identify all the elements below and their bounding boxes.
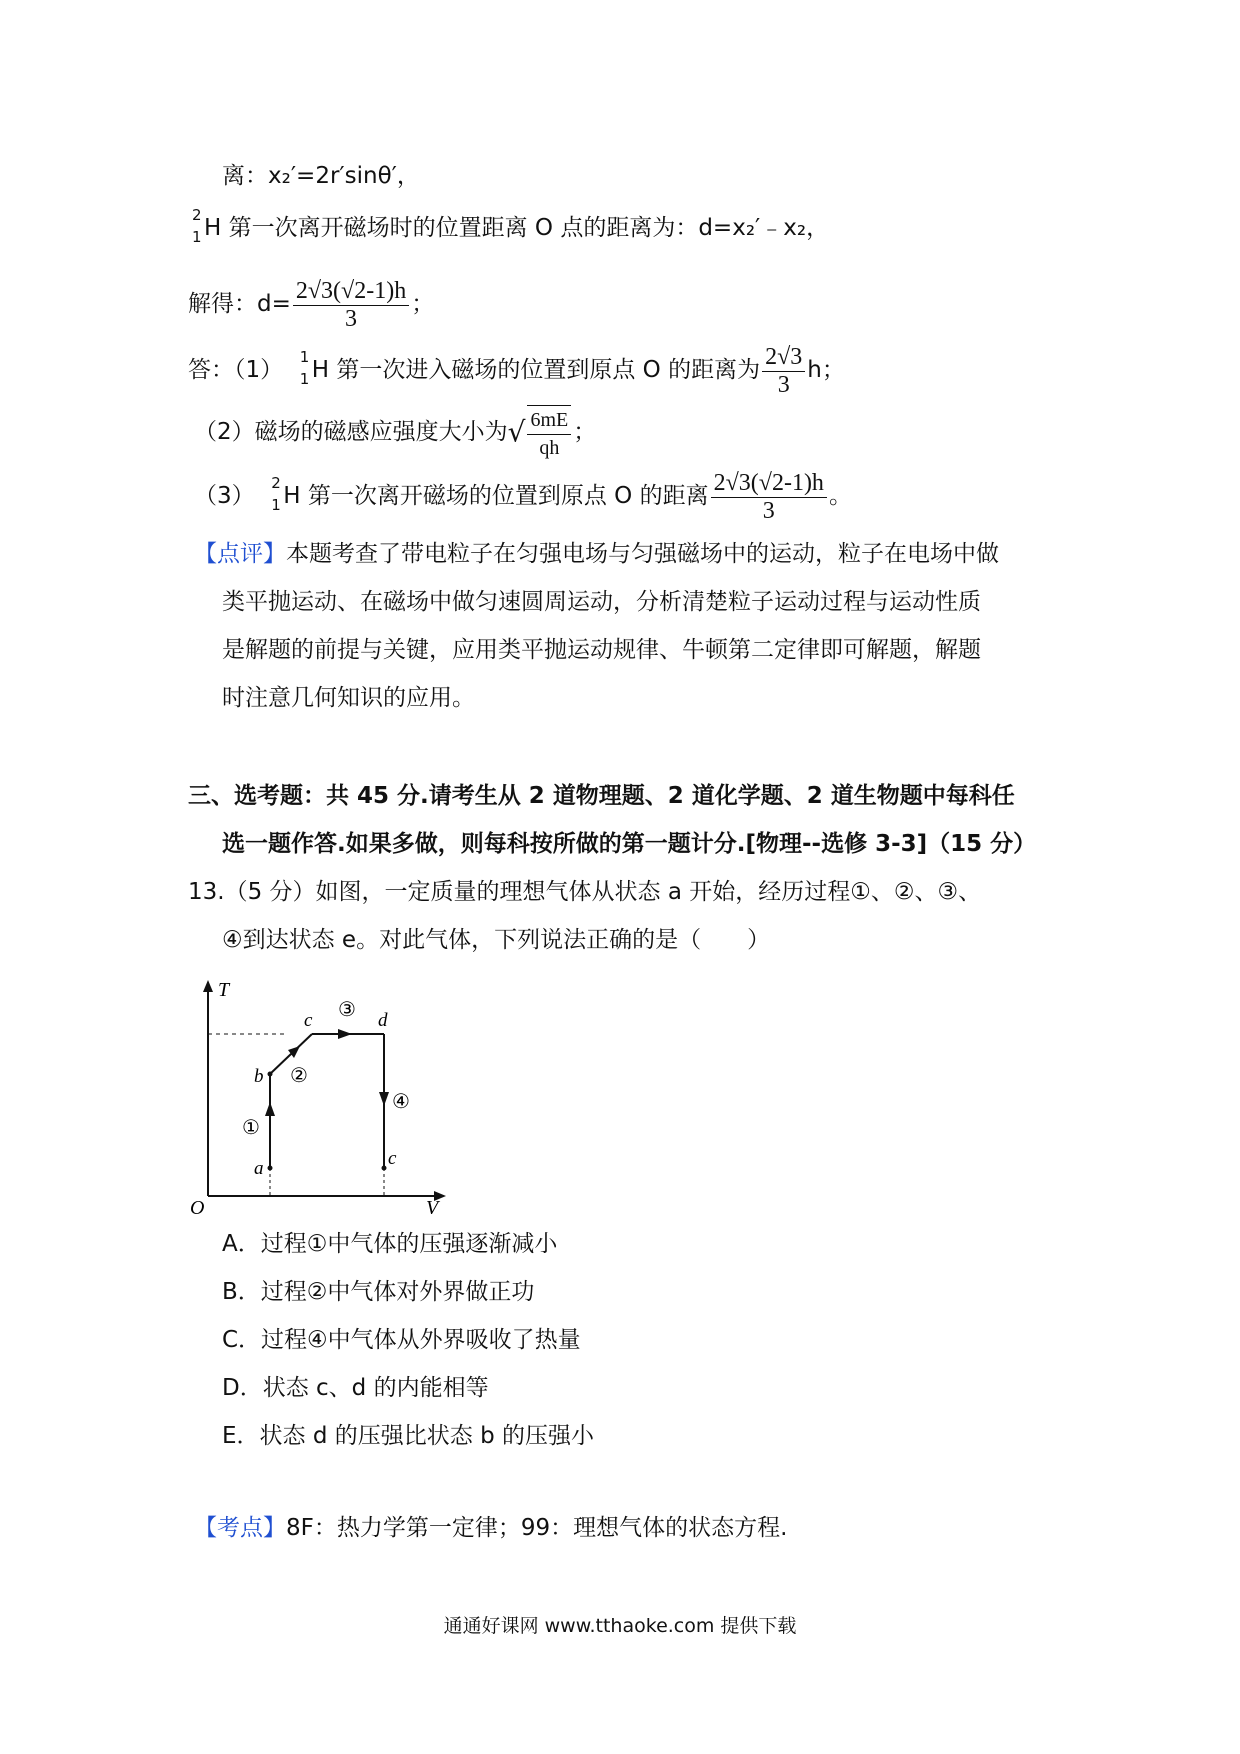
point-c-label: c xyxy=(304,1010,313,1031)
kaodian-line: 【考点】8F：热力学第一定律；99：理想气体的状态方程. xyxy=(194,1515,788,1541)
option-a: A．过程①中气体的压强逐渐减小 xyxy=(222,1231,558,1257)
section-heading-line-2: 选一题作答.如果多做，则每科按所做的第一题计分.[物理--选修 3-3]（15 分） xyxy=(222,831,1037,857)
point-d-label: d xyxy=(378,1010,388,1031)
process-3-label: ③ xyxy=(338,999,356,1021)
option-c: C．过程④中气体从外界吸收了热量 xyxy=(222,1327,581,1353)
option-d: D．状态 c、d 的内能相等 xyxy=(222,1375,489,1401)
process-4-label: ④ xyxy=(392,1091,410,1113)
page-footer: 通通好课网 www.tthaoke.com 提供下载 xyxy=(443,1615,797,1637)
point-a-label: a xyxy=(254,1158,264,1179)
point-e xyxy=(382,1166,387,1171)
question-line-2: ④到达状态 e。对此气体，下列说法正确的是（ ） xyxy=(222,927,771,953)
nuclide-symbol: 2 1 xyxy=(192,205,202,246)
sqrt-icon: √ xyxy=(507,415,526,449)
solution-line-distance: 离：x₂′=2r′sinθ′， xyxy=(222,163,420,189)
process-1-label: ① xyxy=(242,1117,260,1139)
answer-2-fraction: $\frac{6mE}{qh}$ xyxy=(527,405,571,461)
point-b-label: b xyxy=(254,1066,264,1087)
question-line-1: 13.（5 分）如图，一定质量的理想气体从状态 a 开始，经历过程①、②、③、 xyxy=(188,879,982,905)
option-e: E．状态 d 的压强比状态 b 的压强小 xyxy=(222,1423,594,1449)
t-axis-arrow-icon xyxy=(203,980,213,992)
option-b: B．过程②中气体对外界做正功 xyxy=(222,1279,535,1305)
process-4-arrow-icon xyxy=(379,1092,389,1106)
tv-diagram xyxy=(190,974,460,1214)
process-2-label: ② xyxy=(290,1065,308,1087)
section-heading-line-1: 三、选考题：共 45 分.请考生从 2 道物理题、2 道化学题、2 道生物题中每科任 xyxy=(188,783,1015,809)
nuclide-symbol: 1 1 xyxy=(299,347,310,388)
comment-line-4: 时注意几何知识的应用。 xyxy=(222,685,475,711)
nuclide-symbol: 2 1 xyxy=(271,473,281,514)
line-text: H 第一次离开磁场时的位置距离 O 点的距离为：d=x₂′﹣x₂， xyxy=(204,215,830,241)
answer-3: （3） 2 1 H 第一次离开磁场的位置到原点 O 的距离 $\frac{2√3(√2-1)h}{3}$ 。 xyxy=(194,470,852,524)
point-b xyxy=(268,1072,273,1077)
comment-line-1: 【点评】本题考查了带电粒子在匀强电场与匀强磁场中的运动，粒子在电场中做 xyxy=(194,541,999,567)
process-3-arrow-icon xyxy=(338,1029,352,1039)
comment-line-2: 类平抛运动、在磁场中做匀速圆周运动，分析清楚粒子运动过程与运动性质 xyxy=(222,589,981,615)
answer-2: （2）磁场的磁感应强度大小为√ $\frac{6mE}{qh}$ ； xyxy=(194,402,596,463)
result-label: 解得：d= xyxy=(188,291,291,317)
comment-line-3: 是解题的前提与关键，应用类平抛运动规律、牛顿第二定律即可解题，解题 xyxy=(222,637,981,663)
comment-tag: 【点评】 xyxy=(194,541,286,567)
kaodian-tag: 【考点】 xyxy=(194,1515,286,1541)
result-fraction: $\frac{2√3(√2-1)h}{3}$ xyxy=(293,277,409,332)
v-axis-label: V xyxy=(426,1197,439,1214)
answer-3-fraction: $\frac{2√3(√2-1)h}{3}$ xyxy=(711,469,827,524)
point-a xyxy=(268,1166,273,1171)
solution-line-exit-distance xyxy=(190,205,830,246)
origin-label: O xyxy=(190,1197,205,1214)
answer-1-fraction: $\frac{2√3}{3}$ xyxy=(762,343,805,398)
process-1-arrow-icon xyxy=(265,1102,275,1116)
point-e-label: c xyxy=(388,1148,397,1169)
answer-1: 答：（1） 1 1 H 第一次进入磁场的位置到原点 O 的距离为 $\frac{2√3}{3}$ h； xyxy=(188,344,845,398)
solution-result: 解得：d= $\frac{2√3(√2-1)h}{3}$ ； xyxy=(188,278,435,332)
t-axis-label: T xyxy=(218,979,230,1001)
